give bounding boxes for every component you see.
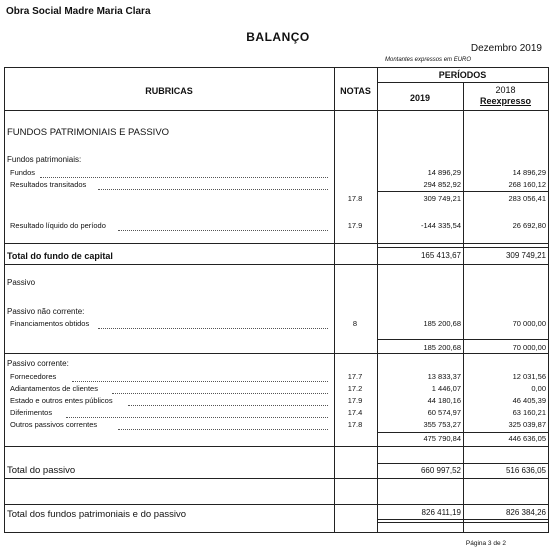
value-2018: 12 031,56 xyxy=(512,372,546,381)
value-2019: 44 180,16 xyxy=(427,396,461,405)
value-2018: 26 692,80 xyxy=(512,221,546,230)
divider-line xyxy=(4,504,548,505)
row-leader-dots xyxy=(118,420,328,430)
header-2018-sub: Reexpresso xyxy=(479,96,532,106)
row-label: Financiamentos obtidos xyxy=(10,319,90,328)
total-geral-2019: 826 411,19 xyxy=(421,508,461,517)
row-note: 17.4 xyxy=(347,408,363,417)
total-fundo-capital-label: Total do fundo de capital xyxy=(7,251,113,261)
row-note: 17.8 xyxy=(347,420,363,429)
section-fundos-passivo: FUNDOS PATRIMONIAIS E PASSIVO xyxy=(7,127,170,138)
section-passivo-nao-corrente: Passivo não corrente: xyxy=(7,307,85,316)
total-double-line xyxy=(377,522,548,523)
subtotal-line xyxy=(377,339,548,340)
value-2018: 63 160,21 xyxy=(512,408,546,417)
value-2018: 70 000,00 xyxy=(512,319,546,328)
total-geral-2018: 826 384,26 xyxy=(505,508,546,517)
total-double-line xyxy=(377,463,548,464)
section-fundos-patrimoniais: Fundos patrimoniais: xyxy=(7,155,82,164)
row-label: Resultado líquido do período xyxy=(10,221,106,230)
row-leader-dots xyxy=(128,396,328,406)
total-passivo-label: Total do passivo xyxy=(7,465,76,476)
page-number: Página 3 de 2 xyxy=(465,540,506,547)
value-2018: 70 000,00 xyxy=(512,343,546,352)
col-divider-notas xyxy=(334,67,335,533)
header-bottom-line xyxy=(4,110,548,111)
header-2018: 2018 xyxy=(495,85,516,95)
row-note: 17.2 xyxy=(347,384,363,393)
table-row xyxy=(0,434,556,446)
value-2018: 325 039,87 xyxy=(508,420,546,429)
total-fundo-capital-2019: 165 413,67 xyxy=(420,251,461,260)
divider-line xyxy=(4,353,548,354)
table-border-right xyxy=(548,67,549,533)
divider-line xyxy=(4,478,548,479)
total-passivo-2019: 660 997,52 xyxy=(420,466,461,475)
table-row xyxy=(0,319,556,331)
value-2019: 185 200,68 xyxy=(423,343,461,352)
row-label: Fornecedores xyxy=(10,372,57,381)
value-2019: 1 446,07 xyxy=(431,384,461,393)
row-note: 17.9 xyxy=(347,221,363,230)
table-border-bottom xyxy=(4,532,548,533)
table-border-left xyxy=(4,67,5,533)
currency-note: Montantes expressos em EURO xyxy=(385,57,472,63)
total-geral-label: Total dos fundos patrimoniais e do passivo xyxy=(7,509,187,520)
table-row xyxy=(0,372,556,384)
value-2018: 268 160,12 xyxy=(508,180,546,189)
table-border-top xyxy=(4,67,548,68)
table-row xyxy=(0,221,556,233)
row-leader-dots xyxy=(118,221,328,231)
balance-table xyxy=(0,67,556,534)
divider-line xyxy=(4,243,548,244)
divider-line xyxy=(4,264,548,265)
total-double-line xyxy=(377,519,548,520)
table-row xyxy=(0,384,556,396)
row-label: Diferimentos xyxy=(10,408,53,417)
row-leader-dots xyxy=(66,408,328,418)
value-2018: 0,00 xyxy=(531,384,546,393)
row-leader-dots xyxy=(98,180,328,190)
total-fundo-capital-2018: 309 749,21 xyxy=(505,251,546,260)
section-passivo: Passivo xyxy=(7,278,36,287)
header-2019: 2019 xyxy=(409,93,431,103)
value-2019: 294 852,92 xyxy=(423,180,461,189)
value-2018: 283 056,41 xyxy=(508,194,546,203)
table-row xyxy=(0,180,556,192)
header-rubricas: RUBRICAS xyxy=(145,86,193,96)
section-passivo-corrente: Passivo corrente: xyxy=(7,359,69,368)
value-2019: 185 200,68 xyxy=(423,319,461,328)
header-periodos: PERÍODOS xyxy=(438,70,487,80)
row-leader-dots xyxy=(72,372,328,382)
value-2018: 46 405,39 xyxy=(512,396,546,405)
subtotal-line xyxy=(377,432,548,433)
row-note: 17.9 xyxy=(347,396,363,405)
row-note: 17.7 xyxy=(347,372,363,381)
row-label: Outros passivos correntes xyxy=(10,420,98,429)
table-row xyxy=(0,168,556,180)
row-leader-dots xyxy=(40,168,328,178)
value-2019: 355 753,27 xyxy=(423,420,461,429)
table-row xyxy=(0,194,556,206)
header-notas: NOTAS xyxy=(340,86,371,96)
value-2018: 446 636,05 xyxy=(508,434,546,443)
table-row xyxy=(0,396,556,408)
row-note: 8 xyxy=(352,319,358,328)
value-2019: 60 574,97 xyxy=(427,408,461,417)
organization-name: Obra Social Madre Maria Clara xyxy=(6,6,151,17)
row-label: Estado e outros entes públicos xyxy=(10,396,113,405)
table-row xyxy=(0,408,556,420)
value-2018: 14 896,29 xyxy=(512,168,546,177)
row-label: Adiantamentos de clientes xyxy=(10,384,98,393)
total-passivo-2018: 516 636,05 xyxy=(505,466,546,475)
value-2019: 13 833,37 xyxy=(427,372,461,381)
value-2019: 475 790,84 xyxy=(423,434,461,443)
report-date: Dezembro 2019 xyxy=(470,43,542,54)
value-2019: 309 749,21 xyxy=(423,194,461,203)
total-double-line xyxy=(377,247,548,248)
row-label: Resultados transitados xyxy=(10,180,87,189)
document-title: BALANÇO xyxy=(246,30,310,44)
row-label: Fundos xyxy=(10,168,36,177)
divider-line xyxy=(4,446,548,447)
table-row xyxy=(0,420,556,432)
row-leader-dots xyxy=(98,319,328,329)
value-2019: 14 896,29 xyxy=(427,168,461,177)
row-note: 17.8 xyxy=(347,194,363,203)
row-leader-dots xyxy=(112,384,328,394)
value-2019: -144 335,54 xyxy=(420,221,461,230)
periodos-underline xyxy=(377,82,548,83)
